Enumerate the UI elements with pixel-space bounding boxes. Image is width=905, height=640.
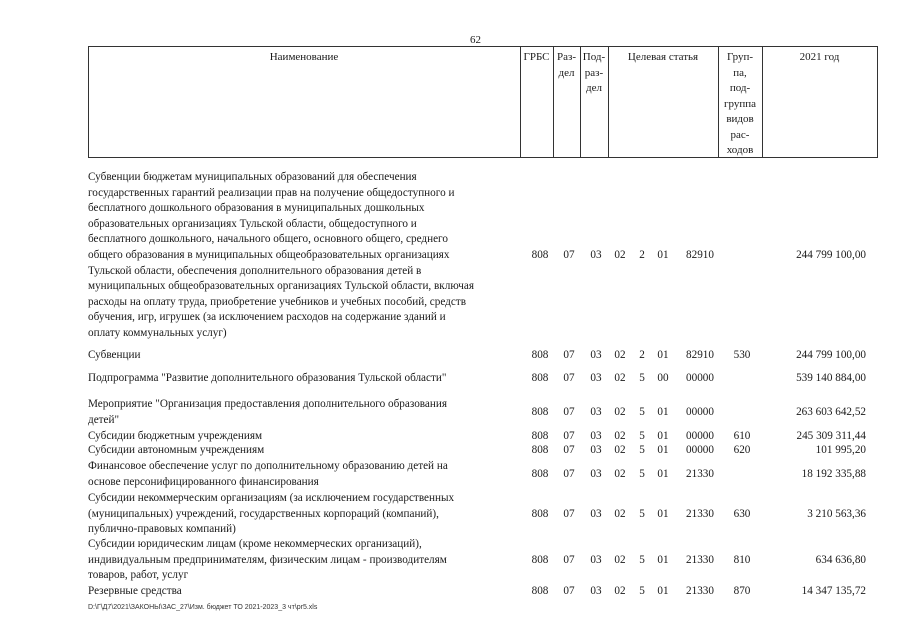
row-name-line: муниципальных общеобразовательных организациях Тульской области, включая — [88, 280, 474, 293]
row-podrazdel: 03 — [590, 349, 602, 361]
row-grbs: 808 — [531, 507, 549, 520]
row-name-line: Мероприятие "Организация предоставления дополнительного образования — [88, 398, 448, 410]
row-razdel: 07 — [563, 372, 575, 384]
row-target-direction: 21330 — [686, 553, 714, 566]
row-target-subprogram: 2 — [639, 249, 645, 261]
row-razdel: 07 — [563, 430, 575, 442]
row-podrazdel: 03 — [590, 430, 602, 442]
row-grbs: 808 — [531, 372, 549, 384]
row-name — [88, 348, 518, 364]
row-target-direction: 21330 — [686, 585, 714, 597]
row-name — [88, 584, 518, 600]
row-amount: 244 799 100,00 — [796, 349, 866, 361]
header-group-line: под- — [729, 82, 751, 94]
row-name-line: образовательных организациях Тульской области, общедоступного и — [88, 217, 417, 230]
row-grbs: 808 — [531, 553, 549, 566]
row-target-event: 01 — [657, 349, 669, 361]
row-grbs: 808 — [531, 249, 549, 261]
row-grbs: 808 — [531, 585, 549, 597]
row-name-line: Тульской области, обеспечения дополнительного образования детей в — [88, 264, 422, 277]
row-name-line: общего образования в муниципальных общеобразовательных организациях — [88, 248, 450, 261]
row-name — [88, 537, 518, 584]
header-target: Целевая статья — [627, 51, 699, 63]
row-target-event: 01 — [657, 553, 669, 566]
header-razdel — [553, 50, 580, 81]
row-name — [88, 371, 518, 387]
row-name-line: Резервные средства — [88, 585, 182, 597]
row-target-subprogram: 2 — [639, 349, 645, 361]
row-name — [88, 397, 518, 428]
page-number: 62 — [470, 34, 481, 46]
header-razdel-line: Раз- — [556, 51, 576, 63]
row-target-direction: 00000 — [686, 405, 714, 418]
row-expense-group: 530 — [733, 349, 751, 361]
row-target-program: 02 — [614, 405, 626, 418]
row-razdel: 07 — [563, 405, 575, 418]
row-target-event: 01 — [657, 585, 669, 597]
row-grbs: 808 — [531, 467, 549, 480]
row-podrazdel: 03 — [590, 553, 602, 566]
row-name-line: оплату коммунальных услуг) — [88, 326, 227, 339]
header-group — [718, 50, 762, 159]
row-razdel: 07 — [563, 249, 575, 261]
row-target-subprogram: 5 — [639, 372, 645, 384]
row-podrazdel: 03 — [590, 585, 602, 597]
row-name-line: детей" — [88, 413, 120, 426]
row-target-direction: 21330 — [686, 507, 714, 520]
col-divider — [877, 46, 878, 158]
row-name-line: Финансовое обеспечение услуг по дополнительному образованию детей на — [88, 460, 448, 472]
header-top-border — [88, 46, 878, 47]
row-target-subprogram: 5 — [639, 430, 645, 442]
row-target-program: 02 — [614, 553, 626, 566]
row-target-direction: 21330 — [686, 467, 714, 480]
header-group-line: группа — [723, 97, 757, 110]
row-target-event: 01 — [657, 430, 669, 442]
header-group-line: ходов — [726, 144, 754, 156]
row-target-direction: 00000 — [686, 430, 714, 442]
row-amount: 634 636,80 — [815, 553, 866, 566]
header-podrazdel-line: раз- — [584, 66, 604, 79]
row-name-line: Субвенции бюджетам муниципальных образований для обеспечения — [88, 171, 417, 183]
row-razdel: 07 — [563, 553, 575, 566]
header-name: Наименование — [269, 51, 339, 63]
row-target-program: 02 — [614, 430, 626, 442]
header-podrazdel — [580, 50, 608, 97]
header-razdel-line: дел — [558, 66, 575, 79]
row-amount: 14 347 135,72 — [801, 585, 866, 597]
row-target-event: 01 — [657, 444, 669, 456]
row-target-event: 01 — [657, 405, 669, 418]
row-expense-group: 610 — [733, 430, 751, 442]
row-razdel: 07 — [563, 467, 575, 480]
row-name-line: Субсидии юридическим лицам (кроме некоммерческих организаций), — [88, 538, 422, 550]
row-name — [88, 491, 518, 538]
row-target-direction: 82910 — [686, 249, 714, 261]
row-podrazdel: 03 — [590, 372, 602, 384]
header-group-line: видов — [726, 113, 754, 125]
row-podrazdel: 03 — [590, 444, 602, 456]
row-target-program: 02 — [614, 249, 626, 261]
row-razdel: 07 — [563, 444, 575, 456]
header-year: 2021 год — [799, 51, 840, 63]
header-podrazdel-line: дел — [586, 82, 602, 94]
row-podrazdel: 03 — [590, 507, 602, 520]
row-amount: 539 140 884,00 — [796, 372, 866, 384]
row-target-subprogram: 5 — [639, 507, 645, 520]
row-razdel: 07 — [563, 507, 575, 520]
row-target-program: 02 — [614, 467, 626, 480]
row-grbs: 808 — [531, 405, 549, 418]
row-target-event: 00 — [657, 372, 669, 384]
row-name — [88, 443, 518, 459]
row-amount: 245 309 311,44 — [796, 430, 866, 442]
row-name-line: публично-правовых компаний) — [88, 523, 236, 536]
row-grbs: 808 — [531, 349, 549, 361]
header-podrazdel-line: Под- — [582, 51, 606, 63]
row-expense-group: 870 — [733, 585, 751, 597]
row-amount: 263 603 642,52 — [796, 405, 866, 418]
row-target-program: 02 — [614, 444, 626, 456]
row-target-event: 01 — [657, 507, 669, 520]
row-name-line: расходы на оплату труда, приобретение учебников и учебных пособий, средств — [88, 295, 466, 308]
row-expense-group: 630 — [733, 507, 751, 520]
row-grbs: 808 — [531, 444, 549, 456]
row-expense-group: 620 — [733, 444, 751, 456]
file-path-footer: D:\Г\Д7\2021\ЗАКОНЫ\ЗАС_27\Изм. бюджет ТО 2021-2023_3 чт\pr5.xls — [88, 604, 318, 611]
row-name-line: бесплатного дошкольного, начального общего, основного общего, среднего — [88, 233, 448, 246]
row-target-program: 02 — [614, 585, 626, 597]
row-target-subprogram: 5 — [639, 405, 645, 418]
row-target-direction: 00000 — [686, 444, 714, 456]
row-target-program: 02 — [614, 372, 626, 384]
row-name — [88, 170, 518, 342]
row-target-subprogram: 5 — [639, 444, 645, 456]
row-name-line: обучения, игр, игрушек (за исключением расходов на содержание зданий и — [88, 311, 446, 324]
row-target-program: 02 — [614, 507, 626, 520]
row-name-line: Субсидии бюджетным учреждениям — [88, 430, 263, 442]
row-amount: 244 799 100,00 — [796, 249, 866, 261]
row-name-line: Субвенции — [88, 349, 141, 361]
row-target-subprogram: 5 — [639, 553, 645, 566]
row-grbs: 808 — [531, 430, 549, 442]
header-group-line: Груп- — [726, 51, 754, 63]
row-podrazdel: 03 — [590, 249, 602, 261]
header-grbs: ГРБС — [523, 51, 550, 63]
row-expense-group: 810 — [733, 553, 751, 566]
row-name-line: индивидуальным предпринимателям, физическим лицам - производителям — [88, 553, 447, 566]
row-name-line: Субсидии некоммерческим организациям (за исключением государственных — [88, 492, 455, 504]
row-target-program: 02 — [614, 349, 626, 361]
row-target-direction: 00000 — [686, 372, 714, 384]
row-name-line: товаров, работ, услуг — [88, 569, 189, 582]
row-target-event: 01 — [657, 467, 669, 480]
row-name-line: Подпрограмма "Развитие дополнительного образования Тульской области" — [88, 372, 447, 384]
row-amount: 3 210 563,36 — [807, 507, 866, 520]
row-name-line: Субсидии автономным учреждениям — [88, 444, 265, 456]
row-target-subprogram: 5 — [639, 467, 645, 480]
row-target-event: 01 — [657, 249, 669, 261]
row-name — [88, 459, 518, 490]
row-target-subprogram: 5 — [639, 585, 645, 597]
row-podrazdel: 03 — [590, 467, 602, 480]
row-name-line: (муниципальных) учреждений, государственных корпораций (компаний), — [88, 507, 439, 520]
row-name-line: основе персонифицированного финансирования — [88, 475, 319, 488]
row-razdel: 07 — [563, 349, 575, 361]
header-group-line: па, — [733, 66, 747, 79]
row-name-line: государственных гарантий реализации прав на получение общедоступного и — [88, 186, 455, 199]
header-group-line: рас- — [730, 128, 750, 141]
row-amount: 18 192 335,88 — [801, 467, 866, 480]
row-amount: 101 995,20 — [815, 444, 866, 456]
row-target-direction: 82910 — [686, 349, 714, 361]
row-name-line: бесплатного дошкольного образования в муниципальных дошкольных — [88, 202, 425, 215]
row-razdel: 07 — [563, 585, 575, 597]
row-podrazdel: 03 — [590, 405, 602, 418]
